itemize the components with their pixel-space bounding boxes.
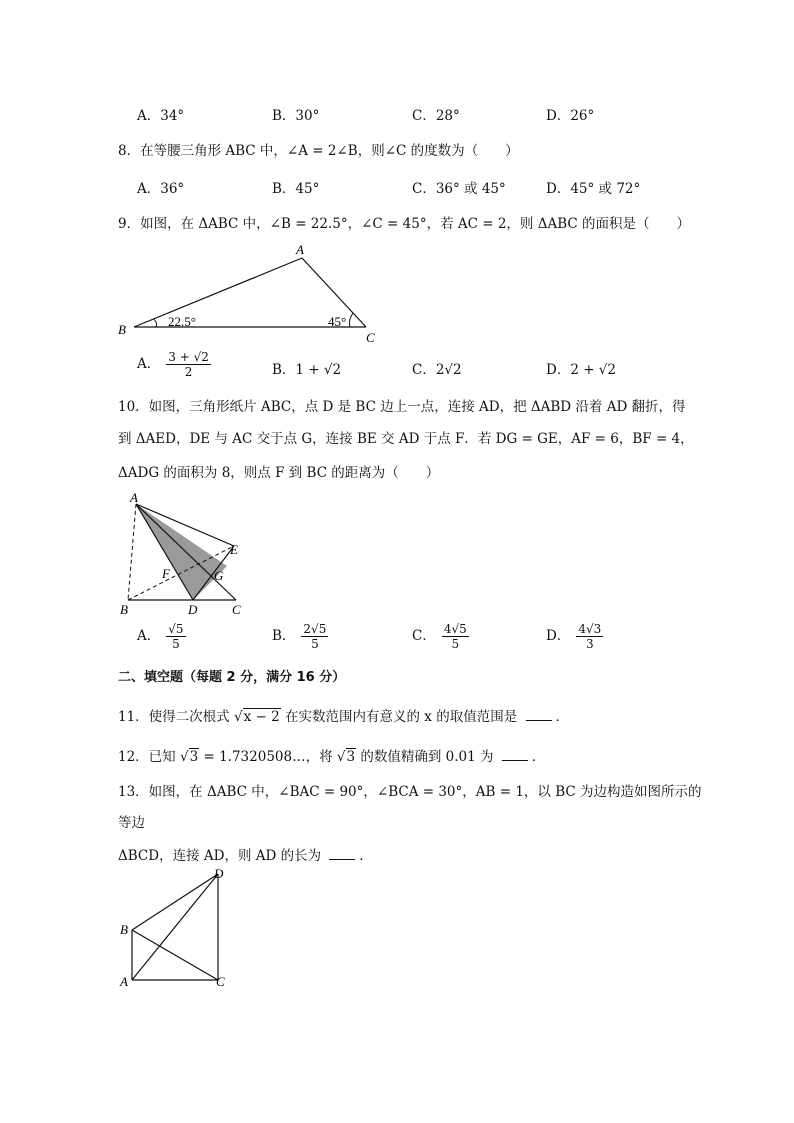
q11-post: 在实数范围内有意义的 x 的取值范围是 [285, 709, 518, 725]
q12-end: ． [531, 749, 546, 765]
q10-stem-2: 到 ΔAED，DE 与 AC 交于点 G，连接 BE 交 AD 于点 F．若 DG = GE，AF = 6，BF = 4， [118, 431, 694, 447]
q13-label-d: D [214, 866, 224, 881]
q10-option-a [137, 622, 186, 651]
q12-post: 的数值精确到 0.01 为 [360, 749, 494, 765]
q10-option-d-label: D． [546, 628, 571, 644]
q10-option-a-num: √5 [168, 622, 184, 636]
q7-option-c: C．28° [412, 108, 460, 124]
q9-option-a-den: 2 [184, 365, 193, 379]
q10-label-f: F [162, 566, 170, 581]
q7-option-a: A．34° [137, 108, 185, 124]
q10-option-b-num: 2√5 [303, 622, 327, 636]
q12-answer-blank[interactable] [502, 748, 528, 761]
q10-option-c-label: C． [412, 628, 436, 644]
q9-label-a: A [296, 242, 304, 257]
q11-answer-blank[interactable] [526, 708, 552, 721]
q12-root-1: 3 [189, 749, 199, 765]
q9-angle-b: 22.5° [168, 314, 196, 329]
q12-pre: 12．已知 [118, 749, 176, 765]
q10-figure [112, 488, 262, 620]
q13-stem-2: 等边 [118, 815, 145, 831]
q10-label-e: E [230, 542, 238, 557]
q10-label-d: D [188, 602, 198, 617]
q8-option-b: B．45° [272, 181, 320, 197]
q10-option-c-num: 4√5 [443, 622, 467, 636]
q13-figure [112, 862, 242, 994]
q12-mid: = 1.7320508…，将 [203, 749, 333, 765]
q9-label-b: B [118, 322, 126, 337]
q10-option-b-den: 5 [311, 637, 319, 651]
q10-option-c [412, 622, 469, 651]
q10-label-b: B [120, 602, 128, 617]
q11 [118, 705, 569, 725]
q7-option-b: B．30° [272, 108, 320, 124]
q10-option-d-num: 4√3 [578, 622, 602, 636]
q13-stem-3: ΔBCD，连接 AD，则 AD 的长为 [118, 848, 322, 864]
q10-stem-3: ΔADG 的面积为 8，则点 F 到 BC 的距离为（ ） [118, 465, 440, 481]
q9-option-a [137, 350, 211, 379]
sqrt-icon: √ [233, 709, 243, 725]
q13-end: ． [359, 848, 373, 864]
q12-root-2: 3 [346, 749, 356, 765]
q9-stem: 9．如图，在 ΔABC 中，∠B = 22.5°，∠C = 45°，若 AC = 2，则 ΔABC 的面积是（ ） [118, 216, 691, 232]
q10-option-d [546, 622, 603, 651]
q10-stem-1: 10．如图，三角形纸片 ABC，点 D 是 BC 边上一点，连接 AD，把 ΔABD 沿着 AD 翻折，得 [118, 399, 686, 415]
q13-answer-blank[interactable] [329, 847, 355, 860]
q9-figure [110, 240, 400, 348]
q11-pre: 11．使得二次根式 [118, 709, 230, 725]
q9-option-b: B．1 + √2 [272, 362, 342, 378]
q8-option-c: C．36° 或 45° [412, 181, 506, 197]
q10-label-c: C [232, 602, 241, 617]
q9-angle-c: 45° [328, 314, 347, 329]
q9-option-a-label: A． [137, 356, 161, 372]
q10-option-a-label: A． [137, 628, 161, 644]
q10-option-a-den: 5 [172, 637, 180, 651]
sqrt-icon: √ [336, 749, 346, 765]
q13-label-c: C [216, 974, 225, 989]
q9-option-d: D．2 + √2 [546, 362, 616, 378]
q12 [118, 745, 545, 765]
q11-radicand: x − 2 [243, 709, 280, 725]
q10-option-b [272, 622, 328, 651]
q11-end: ． [555, 709, 569, 725]
q8-stem: 8．在等腰三角形 ABC 中，∠A = 2∠B，则∠C 的度数为（ ） [118, 143, 519, 159]
q13-stem-1: 13．如图，在 ΔABC 中，∠BAC = 90°，∠BCA = 30°，AB = 1，以 BC 为边构造如图所示的 [118, 784, 702, 800]
q10-option-c-den: 5 [451, 637, 460, 651]
q10-option-b-label: B． [272, 628, 296, 644]
q9-label-c: C [366, 330, 375, 345]
q10-label-a: A [130, 490, 138, 505]
q13-label-b: B [120, 922, 128, 937]
q10-label-g: G [214, 568, 224, 583]
q9-option-a-num: 3 + √2 [168, 350, 209, 364]
q13-label-a: A [120, 974, 128, 989]
q13-stem-3-line [118, 844, 373, 864]
q8-option-a: A．36° [137, 181, 185, 197]
q10-option-d-den: 3 [585, 637, 594, 651]
section-2-title: 二、填空题（每题 2 分，满分 16 分） [118, 670, 346, 685]
sqrt-icon: √ [179, 749, 189, 765]
q9-option-c: C．2√2 [412, 362, 462, 378]
q8-option-d: D．45° 或 72° [546, 181, 641, 197]
q7-option-d: D．26° [546, 108, 595, 124]
